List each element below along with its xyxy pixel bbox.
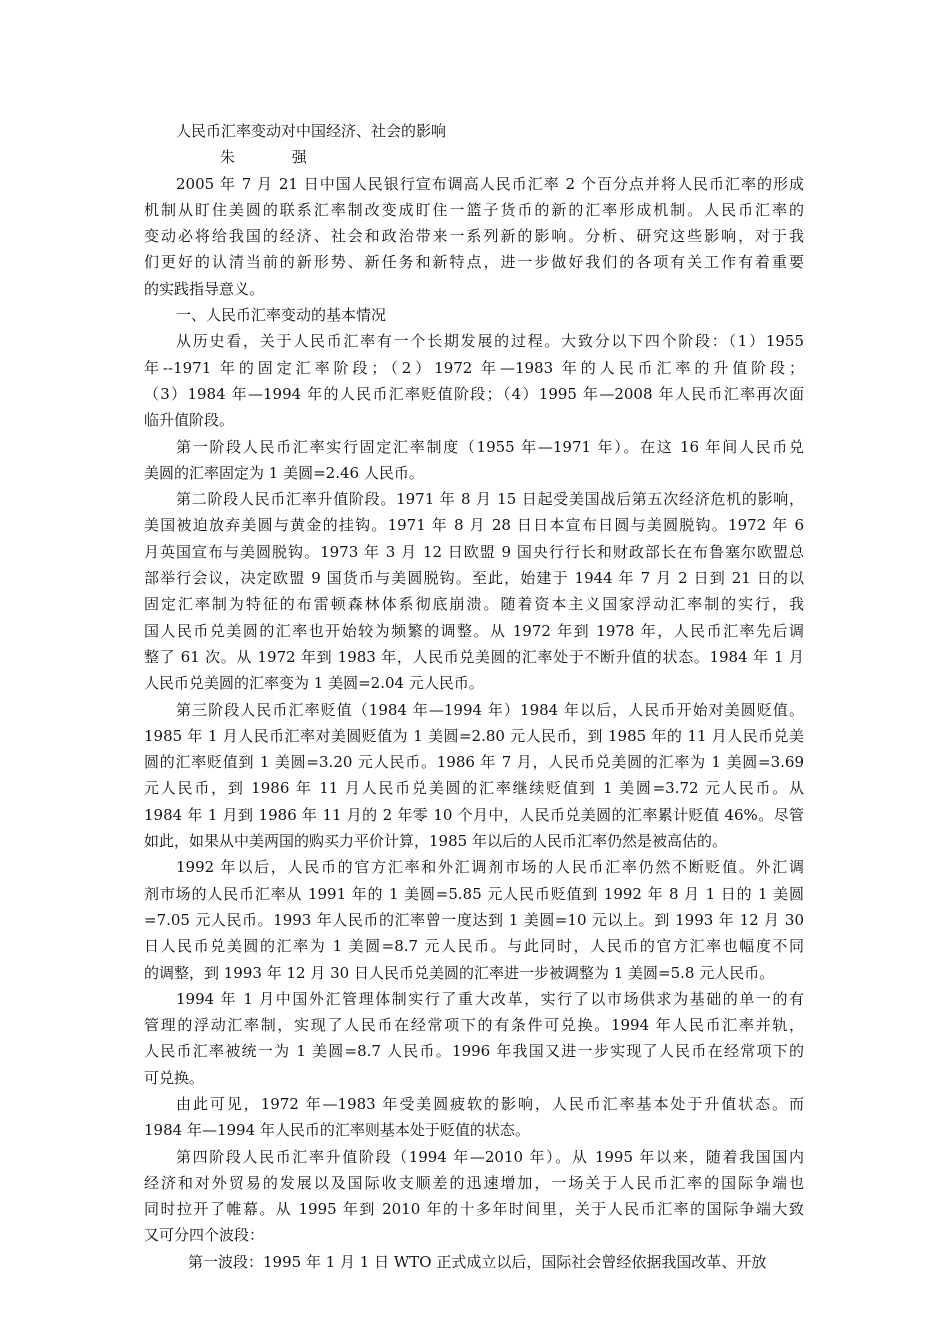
body-line: 人民币兑美圆的汇率变为 1 美圆=2.04 元人民币。 xyxy=(144,674,484,693)
body-line: 美国被迫放弃美圆与黄金的挂钩。1971 年 8 月 28 日日本宣布日圆与美圆脱钩。1972 年 6 xyxy=(144,516,804,535)
article-author: 朱 强 xyxy=(220,148,333,167)
body-line: 第二阶段人民币汇率升值阶段。1971 年 8 月 15 日起受美国战后第五次经济危机的影响， xyxy=(176,490,804,509)
body-line: 剂市场的人民币汇率从 1991 年的 1 美圆=5.85 元人民币贬值到 1992 年 8 月 1 日的 1 美圆 xyxy=(144,884,804,903)
body-line: 2005 年 7 月 21 日中国人民银行宣布调高人民币汇率 2 个百分点并将人民币汇率的形成 xyxy=(176,174,804,193)
body-line: 国人民币兑美圆的汇率也开始较为频繁的调整。从 1972 年到 1978 年，人民币汇率先后调 xyxy=(144,621,804,640)
body-line: 如此，如果从中美两国的购买力平价计算，1985 年以后的人民币汇率仍然是被高估的。 xyxy=(144,832,727,851)
body-line: 管理的浮动汇率制，实现了人民币在经常项下的有条件可兑换。1994 年人民币汇率并轨， xyxy=(144,1016,804,1035)
body-line: 1984 年 1 月到 1986 年 11 月的 2 年零 10 个月中，人民币兑美圆的汇率累计贬值 46%。尽管 xyxy=(144,805,804,824)
body-line: 又可分四个波段： xyxy=(144,1226,265,1245)
body-line: 整了 61 次。从 1972 年到 1983 年，人民币兑美圆的汇率处于不断升值的状态。1984 年 1 月 xyxy=(144,647,804,666)
body-line: 第四阶段人民币汇率升值阶段（1994 年—2010 年）。从 1995 年以来，随着我国国内 xyxy=(176,1147,804,1166)
body-line: 元人民币，到 1986 年 11 月人民币兑美圆的汇率继续贬值到 1 美圆=3.72 元人民币。从 xyxy=(144,779,804,798)
body-line: 可兑换。 xyxy=(144,1068,205,1087)
body-line: 1994 年 1 月中国外汇管理体制实行了重大改革，实行了以市场供求为基础的单一的有 xyxy=(176,989,804,1008)
body-line: 的实践指导意义。 xyxy=(144,279,265,298)
body-line: 由此可见，1972 年—1983 年受美圆疲软的影响，人民币汇率基本处于升值状态。而 xyxy=(176,1094,804,1113)
body-line: 第一波段：1995 年 1 月 1 日 WTO 正式成立以后，国际社会曾经依据我国改革、开放 xyxy=(188,1252,767,1271)
body-line: 固定汇率制为特征的布雷顿森林体系彻底崩溃。随着资本主义国家浮动汇率制的实行，我 xyxy=(144,595,804,614)
section-heading: 一、人民币汇率变动的基本情况 xyxy=(176,306,387,325)
article-title: 人民币汇率变动对中国经济、社会的影响 xyxy=(176,122,447,140)
body-line: 1984 年—1994 年人民币的汇率则基本处于贬值的状态。 xyxy=(144,1121,530,1140)
document-page xyxy=(144,118,804,1275)
body-line: 圆的汇率贬值到 1 美圆=3.20 元人民币。1986 年 7 月，人民币兑美圆的汇率为 1 美圆=3.69 xyxy=(144,753,804,772)
body-line: 临升值阶段。 xyxy=(144,411,235,430)
body-line: （3）1984 年—1994 年的人民币汇率贬值阶段；（4）1995 年—2008 年人民币汇率再次面 xyxy=(144,384,804,403)
body-line: 人民币汇率被统一为 1 美圆=8.7 人民币。1996 年我国又进一步实现了人民币在经常项下的 xyxy=(144,1042,804,1061)
body-line: 机制从盯住美圆的联系汇率制改变成盯住一篮子货币的新的汇率形成机制。人民币汇率的 xyxy=(144,200,804,219)
body-line: 经济和对外贸易的发展以及国际收支顺差的迅速增加，一场关于人民币汇率的国际争端也 xyxy=(144,1173,804,1192)
body-line: 变动必将给我国的经济、社会和政治带来一系列新的影响。分析、研究这些影响，对于我 xyxy=(144,227,804,246)
body-line: 的调整，到 1993 年 12 月 30 日人民币兑美圆的汇率进一步被调整为 1 美圆=5.8 元人民币。 xyxy=(144,963,775,982)
body-line: 第一阶段人民币汇率实行固定汇率制度（1955 年—1971 年）。在这 16 年间人民币兑 xyxy=(176,437,804,456)
body-line: 1985 年 1 月人民币汇率对美圆贬值为 1 美圆=2.80 元人民币，到 1985 年的 11 月人民币兑美 xyxy=(144,726,804,745)
body-line: 美圆的汇率固定为 1 美圆=2.46 人民币。 xyxy=(144,463,424,482)
body-line: 年--1971 年的固定汇率阶段；（2）1972 年—1983 年的人民币汇率的升值阶段； xyxy=(144,358,804,377)
body-line: 同时拉开了帷幕。从 1995 年到 2010 年的十多年时间里，关于人民币汇率的国际争端大致 xyxy=(144,1200,804,1219)
body-line: 们更好的认清当前的新形势、新任务和新特点，进一步做好我们的各项有关工作有着重要 xyxy=(144,253,804,272)
body-line: 1992 年以后，人民币的官方汇率和外汇调剂市场的人民币汇率仍然不断贬值。外汇调 xyxy=(176,858,804,877)
body-line: 第三阶段人民币汇率贬值（1984 年—1994 年）1984 年以后，人民币开始对美圆贬值。 xyxy=(176,700,804,719)
body-line: 从历史看，关于人民币汇率有一个长期发展的过程。大致分以下四个阶段：（1）1955 xyxy=(176,332,804,351)
body-line: 部举行会议，决定欧盟 9 国货币与美圆脱钩。至此，始建于 1944 年 7 月 2 日到 21 日的以 xyxy=(144,569,804,588)
body-line: 月英国宣布与美圆脱钩。1973 年 3 月 12 日欧盟 9 国央行行长和财政部长在布鲁塞尔欧盟总 xyxy=(144,542,804,561)
body-line: 日人民币兑美圆的汇率为 1 美圆=8.7 元人民币。与此同时，人民币的官方汇率也幅度不同 xyxy=(144,937,804,956)
body-line: =7.05 元人民币。1993 年人民币的汇率曾一度达到 1 美圆=10 元以上。到 1993 年 12 月 30 xyxy=(144,910,804,929)
